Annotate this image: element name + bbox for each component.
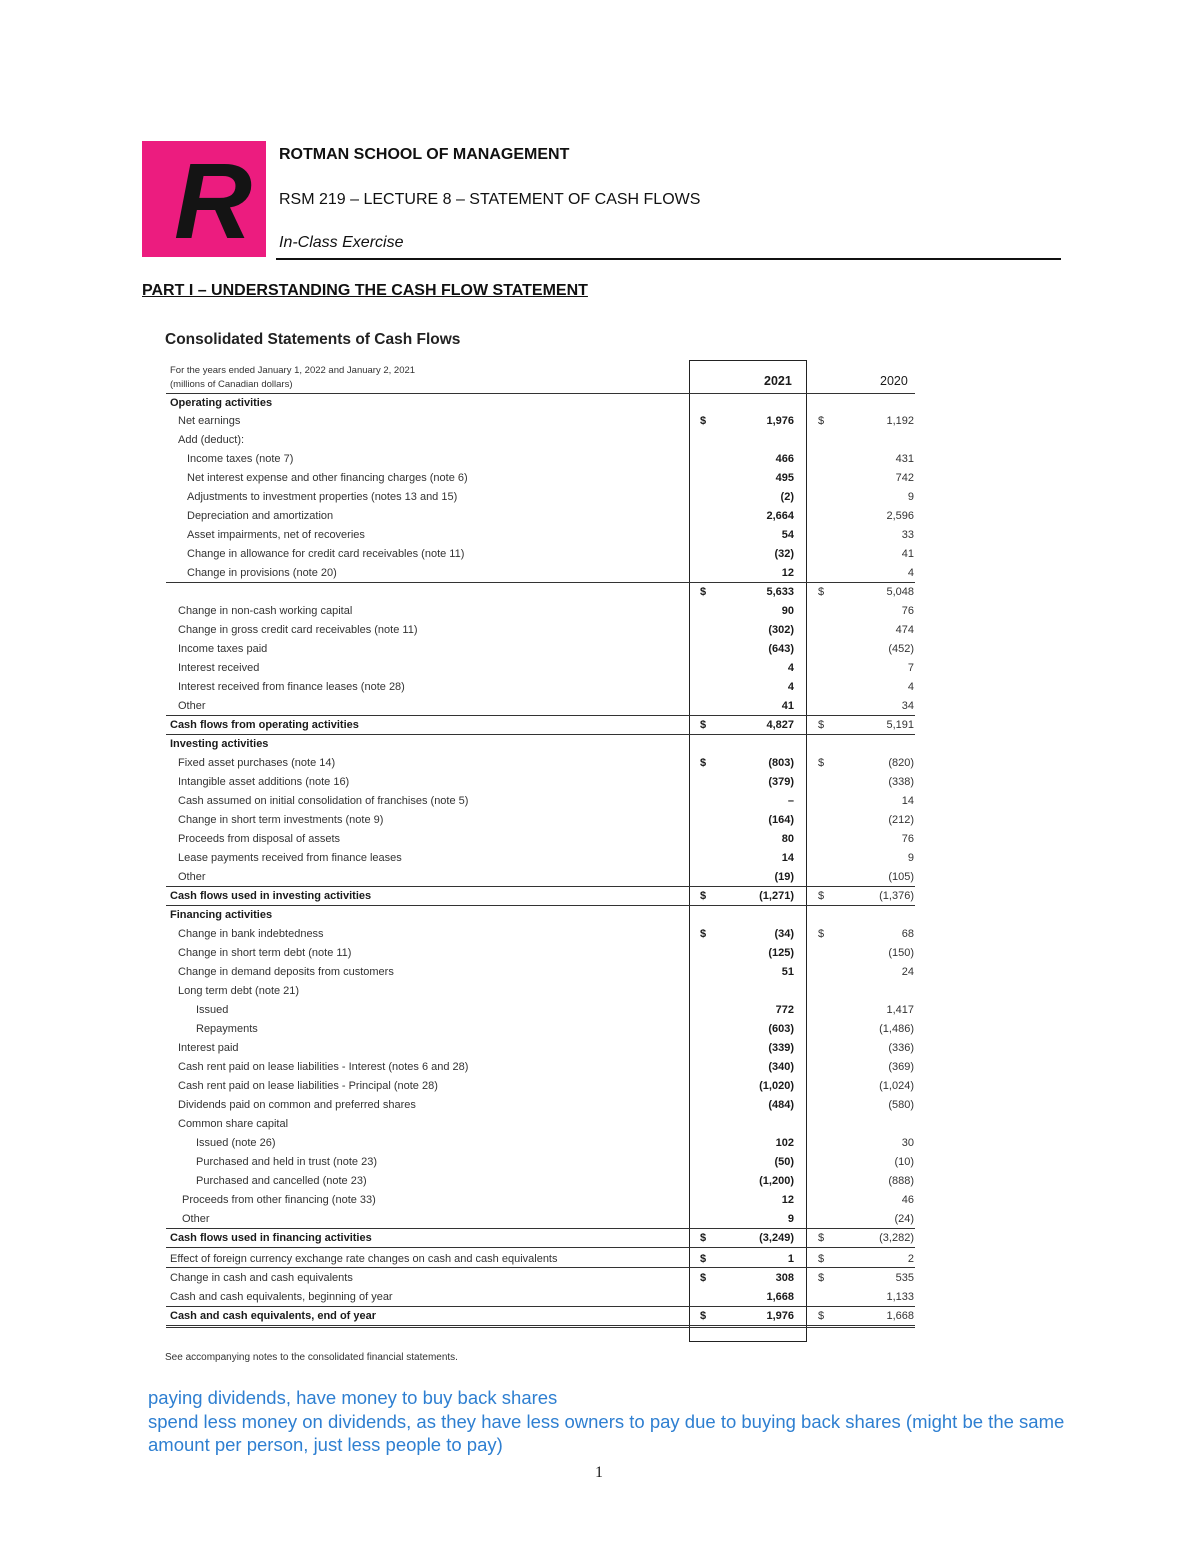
table-row [0,716,1200,735]
row-label: Asset impairments, net of recoveries [187,529,365,541]
student-note-line: paying dividends, have money to buy back shares [148,1387,558,1408]
value-2021: 1,668 [766,1291,794,1303]
value-2021: 308 [775,1272,794,1284]
value-2020: (888) [888,1175,914,1187]
currency-2020: $ [818,586,825,598]
table-row [0,640,1200,659]
row-label: Cash assumed on initial consolidation of franchises (note 5) [178,795,469,807]
row-label: Change in short term investments (note 9) [178,814,384,826]
table-rule [166,886,915,887]
table-row [0,1096,1200,1115]
table-row [0,431,1200,450]
row-label: Other [182,1213,210,1225]
table-rule [166,1306,915,1307]
table-row [0,811,1200,830]
value-2020: 30 [901,1137,914,1149]
row-label: Financing activities [170,909,273,921]
value-2021: 4 [787,681,794,693]
row-label: Other [178,871,206,883]
value-2020: 76 [901,833,914,845]
value-2020: 1,133 [886,1291,914,1303]
value-2020: 5,191 [886,719,914,731]
currency-2020: $ [818,415,825,427]
school-name: ROTMAN SCHOOL OF MANAGEMENT [279,146,570,163]
currency-2021: $ [700,928,707,940]
student-note-line: spend less money on dividends, as they have less owners to pay due to buying back shares (might be the same [148,1411,1065,1432]
value-2021: 4,827 [766,719,794,731]
column-2020: 2020 [880,374,908,388]
table-row [0,754,1200,773]
row-label: Cash and cash equivalents, beginning of year [170,1291,393,1303]
row-label: Adjustments to investment properties (notes 13 and 15) [187,491,458,503]
row-label: Net interest expense and other financing charges (note 6) [187,472,468,484]
value-2020: (369) [888,1061,914,1073]
row-label: Purchased and held in trust (note 23) [196,1156,378,1168]
value-2021: 14 [781,852,794,864]
value-2021: 90 [781,605,794,617]
table-row [0,602,1200,621]
table-row [0,944,1200,963]
row-label: Purchased and cancelled (note 23) [196,1175,367,1187]
value-2021: (164) [768,814,794,826]
value-2021: (803) [768,757,794,769]
table-row [0,830,1200,849]
table-row [0,659,1200,678]
value-2021: (340) [768,1061,794,1073]
value-2021: (379) [768,776,794,788]
currency-2021: $ [700,1272,707,1284]
table-rule [166,1247,915,1248]
value-2021: (603) [768,1023,794,1035]
logo-letter: R [174,141,248,257]
value-2021: 2,664 [766,510,794,522]
value-2021: (50) [774,1156,794,1168]
value-2020: (452) [888,643,914,655]
row-label: Repayments [196,1023,258,1035]
table-row [0,792,1200,811]
row-label: Change in allowance for credit card receivables (note 11) [187,548,465,560]
table-row [0,488,1200,507]
value-2020: (580) [888,1099,914,1111]
value-2021: (125) [768,947,794,959]
table-row [0,1134,1200,1153]
row-label: Proceeds from disposal of assets [178,833,341,845]
value-2021: (1,020) [759,1080,794,1092]
value-2020: (10) [894,1156,914,1168]
value-2020: (1,024) [879,1080,914,1092]
table-row [0,1020,1200,1039]
value-2021: 12 [781,1194,794,1206]
row-label: Fixed asset purchases (note 14) [178,757,336,769]
row-label: Intangible asset additions (note 16) [178,776,350,788]
value-2021: (1,271) [759,890,794,902]
value-2020: 33 [901,529,914,541]
value-2020: 46 [901,1194,914,1206]
row-label: Issued [196,1004,229,1016]
table-row [0,887,1200,906]
table-row [0,1210,1200,1229]
table-row [0,773,1200,792]
currency-2020: $ [818,757,825,769]
table-rule [166,1325,915,1326]
value-2021: 1,976 [766,1310,794,1322]
statement-footnote: See accompanying notes to the consolidated financial statements. [165,1352,458,1363]
table-row [0,394,1200,413]
header-rule [276,258,1061,260]
value-2020: 68 [901,928,914,940]
value-2020: (150) [888,947,914,959]
value-2020: 34 [901,700,914,712]
value-2020: (24) [894,1213,914,1225]
value-2020: (338) [888,776,914,788]
currency-2020: $ [818,1253,825,1265]
row-label: Operating activities [170,397,273,409]
row-label: Cash and cash equivalents, end of year [170,1310,377,1322]
table-row [0,1153,1200,1172]
table-row [0,583,1200,602]
value-2020: (1,486) [879,1023,914,1035]
row-label: Change in cash and cash equivalents [170,1272,353,1284]
table-rule [166,905,915,906]
row-label: Change in non-cash working capital [178,605,353,617]
row-label: Income taxes paid [178,643,268,655]
row-label: Cash rent paid on lease liabilities - Principal (note 28) [178,1080,438,1092]
value-2021: (34) [774,928,794,940]
currency-2021: $ [700,757,707,769]
table-row [0,1077,1200,1096]
currency-2020: $ [818,1272,825,1284]
currency-2020: $ [818,928,825,940]
value-2020: (3,282) [879,1232,914,1244]
value-2021: 466 [775,453,794,465]
value-2021: 1 [787,1253,794,1265]
row-label: Change in bank indebtedness [178,928,324,940]
row-label: Investing activities [170,738,269,750]
table-rule [166,1267,915,1268]
currency-2021: $ [700,586,707,598]
row-label: Interest paid [178,1042,239,1054]
row-label: Interest received from finance leases (note 28) [178,681,405,693]
row-label: Effect of foreign currency exchange rate changes on cash and cash equivalents [170,1253,558,1265]
value-2021: 102 [775,1137,794,1149]
statement-units: (millions of Canadian dollars) [170,379,293,390]
value-2021: – [787,795,794,807]
value-2020: 9 [907,852,914,864]
value-2020: 4 [907,681,914,693]
value-2021: 80 [781,833,794,845]
row-label: Income taxes (note 7) [187,453,294,465]
row-label: Cash flows used in financing activities [170,1232,372,1244]
row-label: Proceeds from other financing (note 33) [182,1194,376,1206]
row-label: Depreciation and amortization [187,510,334,522]
value-2021: (484) [768,1099,794,1111]
currency-2021: $ [700,719,707,731]
value-2021: 5,633 [766,586,794,598]
table-row [0,564,1200,583]
table-rule [166,734,915,735]
value-2020: 9 [907,491,914,503]
row-label: Issued (note 26) [196,1137,276,1149]
currency-2021: $ [700,1310,707,1322]
row-label: Change in gross credit card receivables (note 11) [178,624,418,636]
currency-2021: $ [700,415,707,427]
row-label: Interest received [178,662,260,674]
table-rule [166,1327,915,1328]
value-2020: 76 [901,605,914,617]
value-2021: 12 [781,567,794,579]
value-2021: (2) [780,491,794,503]
row-label: Lease payments received from finance leases [178,852,402,864]
exercise-label: In-Class Exercise [279,234,404,251]
value-2020: 7 [907,662,914,674]
table-row [0,1058,1200,1077]
value-2021: 495 [775,472,794,484]
table-row [0,469,1200,488]
value-2020: (336) [888,1042,914,1054]
value-2021: 4 [787,662,794,674]
currency-2020: $ [818,1232,825,1244]
table-row [0,963,1200,982]
currency-2020: $ [818,1310,825,1322]
currency-2021: $ [700,1232,707,1244]
currency-2020: $ [818,719,825,731]
table-row [0,906,1200,925]
table-row [0,1115,1200,1134]
statement-title: Consolidated Statements of Cash Flows [165,331,461,348]
row-label: Change in demand deposits from customers [178,966,394,978]
column-2021: 2021 [764,374,792,388]
row-label: Add (deduct): [178,434,245,446]
table-row [0,678,1200,697]
row-label: Cash rent paid on lease liabilities - Interest (notes 6 and 28) [178,1061,469,1073]
row-label: Change in provisions (note 20) [187,567,337,579]
table-row [0,868,1200,887]
value-2020: 742 [895,472,914,484]
value-2020: 2 [907,1253,914,1265]
table-row [0,1039,1200,1058]
table-row [0,545,1200,564]
value-2020: (212) [888,814,914,826]
value-2021: 1,976 [766,415,794,427]
table-rule [166,715,915,716]
row-label: Other [178,700,206,712]
table-row [0,925,1200,944]
table-row [0,1288,1200,1307]
course-title: RSM 219 – LECTURE 8 – STATEMENT OF CASH FLOWS [279,191,701,208]
value-2020: 5,048 [886,586,914,598]
table-row [0,526,1200,545]
row-label: Cash flows used in investing activities [170,890,372,902]
rotman-logo [142,141,266,257]
table-rule [166,582,915,583]
value-2020: 24 [901,966,914,978]
value-2020: 41 [901,548,914,560]
value-2020: (105) [888,871,914,883]
table-row [0,1172,1200,1191]
value-2021: (339) [768,1042,794,1054]
table-rule [166,1228,915,1229]
value-2020: 431 [895,453,914,465]
value-2021: (32) [774,548,794,560]
row-label: Cash flows from operating activities [170,719,359,731]
table-row [0,849,1200,868]
value-2020: 2,596 [886,510,914,522]
student-note-line: amount per person, just less people to pay) [148,1434,503,1455]
table-row [0,412,1200,431]
value-2021: (1,200) [759,1175,794,1187]
table-row [0,735,1200,754]
value-2021: 9 [787,1213,794,1225]
table-row [0,507,1200,526]
table-row [0,1307,1200,1326]
currency-2021: $ [700,1253,707,1265]
value-2020: 1,417 [886,1004,914,1016]
row-label: Long term debt (note 21) [178,985,300,997]
table-row [0,1191,1200,1210]
value-2021: 51 [781,966,794,978]
value-2020: 1,192 [886,415,914,427]
row-label: Change in short term debt (note 11) [178,947,352,959]
value-2021: (19) [774,871,794,883]
value-2021: 772 [775,1004,794,1016]
table-rule [166,393,915,394]
value-2021: (302) [768,624,794,636]
table-row [0,982,1200,1001]
value-2021: 41 [781,700,794,712]
row-label: Net earnings [178,415,241,427]
value-2020: (1,376) [879,890,914,902]
table-row [0,450,1200,469]
value-2020: 535 [895,1272,914,1284]
value-2021: 54 [781,529,794,541]
value-2020: (820) [888,757,914,769]
row-label: Dividends paid on common and preferred shares [178,1099,416,1111]
table-row [0,621,1200,640]
value-2021: (643) [768,643,794,655]
table-row [0,1001,1200,1020]
value-2020: 4 [907,567,914,579]
value-2020: 14 [901,795,914,807]
table-row [0,1229,1200,1248]
currency-2020: $ [818,890,825,902]
statement-period: For the years ended January 1, 2022 and January 2, 2021 [170,365,416,376]
value-2020: 474 [895,624,914,636]
row-label: Common share capital [178,1118,289,1130]
part-title: PART I – UNDERSTANDING THE CASH FLOW STATEMENT [142,282,588,299]
value-2020: 1,668 [886,1310,914,1322]
table-row [0,1269,1200,1288]
page-number: 1 [595,1464,603,1481]
currency-2021: $ [700,890,707,902]
table-row [0,697,1200,716]
value-2021: (3,249) [759,1232,794,1244]
